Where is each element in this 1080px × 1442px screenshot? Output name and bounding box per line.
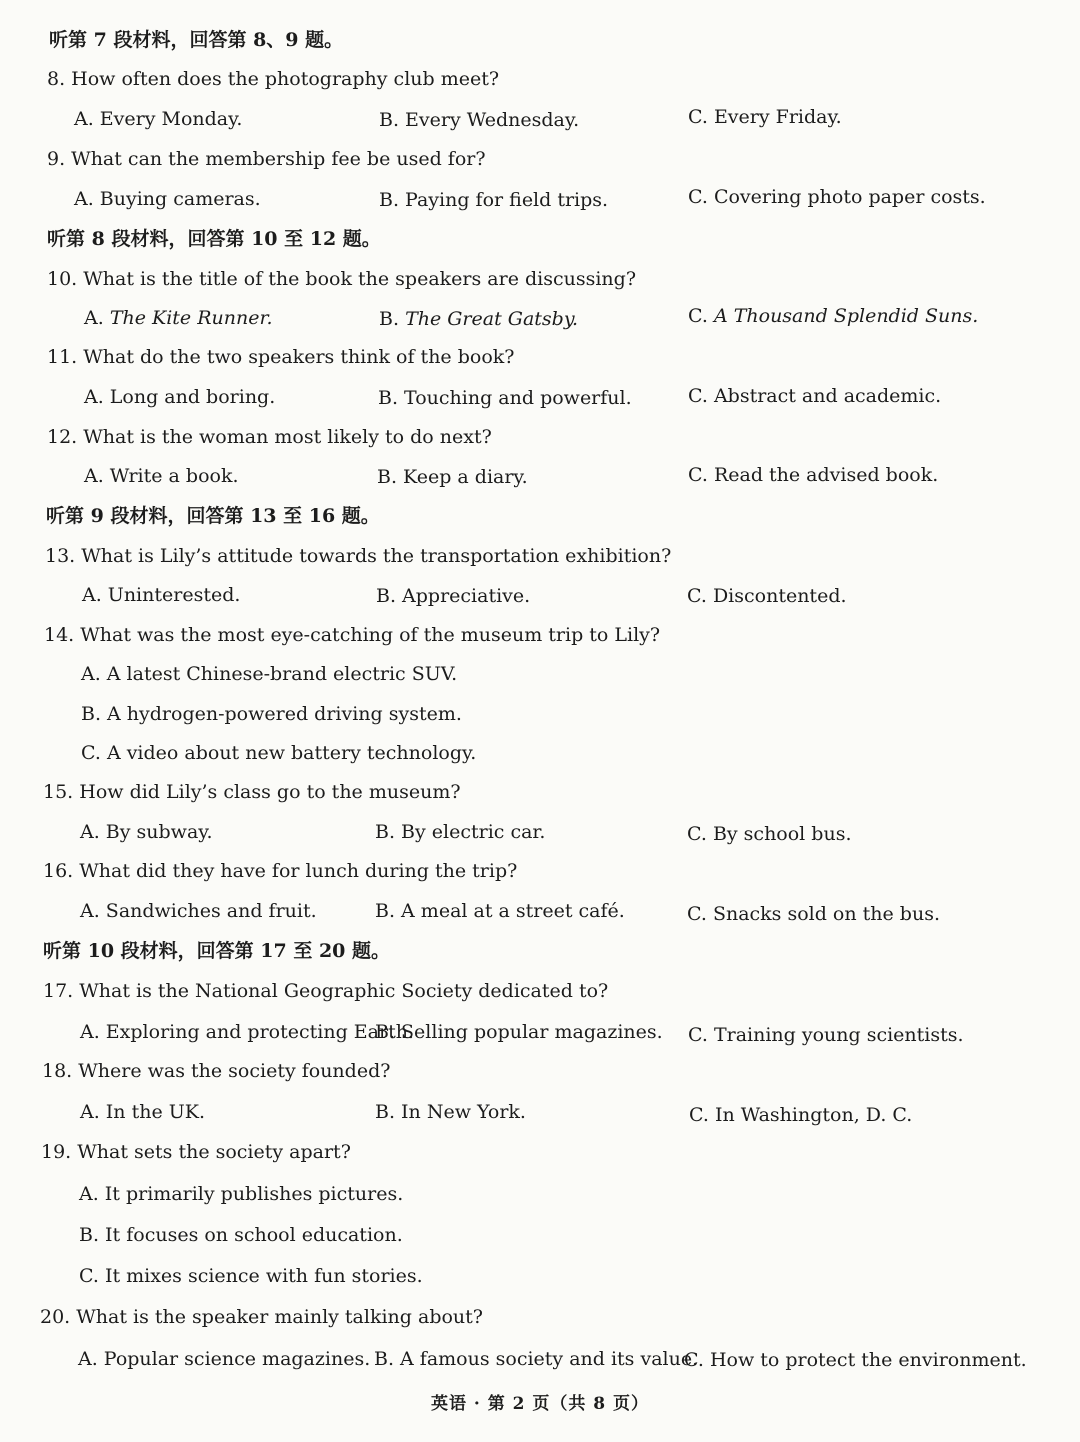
page-footer: 英语 · 第 2 页（共 8 页） [430, 1394, 650, 1414]
question-14-option-c: C. A video about new battery technology. [81, 742, 477, 764]
question-17-option-c: C. Training young scientists. [688, 1024, 964, 1046]
question-18-stem: 18. Where was the society founded? [42, 1060, 391, 1082]
question-8-option-b: B. Every Wednesday. [379, 109, 580, 131]
question-19-stem: 19. What sets the society apart? [41, 1141, 351, 1163]
question-15-stem: 15. How did Lily’s class go to the museum? [43, 781, 461, 803]
question-9-option-c: C. Covering photo paper costs. [688, 186, 986, 208]
question-12-stem: 12. What is the woman most likely to do next? [47, 426, 492, 448]
question-14-stem: 14. What was the most eye-catching of the museum trip to Lily? [44, 624, 661, 646]
question-16-option-a: A. Sandwiches and fruit. [80, 900, 317, 922]
question-11-option-b: B. Touching and powerful. [378, 387, 632, 409]
question-13-option-b: B. Appreciative. [376, 585, 531, 607]
section-heading-7: 听第 7 段材料，回答第 8、9 题。 [49, 29, 344, 51]
question-17-stem: 17. What is the National Geographic Society dedicated to? [43, 980, 609, 1002]
question-14-option-b: B. A hydrogen-powered driving system. [81, 703, 462, 725]
question-9-stem: 9. What can the membership fee be used for? [47, 148, 486, 170]
question-19-option-b: B. It focuses on school education. [79, 1224, 403, 1246]
question-11-stem: 11. What do the two speakers think of the book? [47, 346, 515, 368]
question-19-option-c: C. It mixes science with fun stories. [79, 1265, 423, 1287]
question-18-option-a: A. In the UK. [80, 1101, 205, 1123]
question-15-option-b: B. By electric car. [375, 821, 546, 843]
question-10-option-c: C. A Thousand Splendid Suns. [688, 305, 979, 327]
question-12-option-a: A. Write a book. [84, 465, 239, 487]
question-20-option-c: C. How to protect the environment. [684, 1349, 1027, 1371]
question-18-option-b: B. In New York. [375, 1101, 526, 1123]
section-heading-10: 听第 10 段材料，回答第 17 至 20 题。 [43, 940, 391, 962]
question-8-option-a: A. Every Monday. [74, 108, 243, 130]
question-10-option-b: B. The Great Gatsby. [379, 308, 579, 330]
question-15-option-a: A. By subway. [80, 821, 213, 843]
question-13-option-a: A. Uninterested. [82, 584, 241, 606]
question-20-option-a: A. Popular science magazines. [78, 1348, 371, 1370]
question-11-option-a: A. Long and boring. [84, 386, 276, 408]
question-16-stem: 16. What did they have for lunch during the trip? [43, 860, 518, 882]
question-15-option-c: C. By school bus. [687, 823, 852, 845]
question-18-option-c: C. In Washington, D. C. [689, 1104, 913, 1126]
question-20-option-b: B. A famous society and its value. [374, 1348, 699, 1370]
question-9-option-b: B. Paying for field trips. [379, 189, 609, 211]
question-14-option-a: A. A latest Chinese-brand electric SUV. [81, 663, 458, 685]
question-17-option-a: A. Exploring and protecting Earth. [80, 1021, 414, 1043]
question-12-option-c: C. Read the advised book. [688, 464, 939, 486]
question-10-option-a: A. The Kite Runner. [84, 307, 273, 329]
section-heading-8: 听第 8 段材料，回答第 10 至 12 题。 [47, 228, 381, 250]
question-19-option-a: A. It primarily publishes pictures. [79, 1183, 404, 1205]
question-16-option-b: B. A meal at a street café. [375, 900, 625, 922]
question-8-option-c: C. Every Friday. [688, 106, 842, 128]
question-11-option-c: C. Abstract and academic. [688, 385, 942, 407]
question-8-stem: 8. How often does the photography club meet? [47, 68, 500, 90]
question-13-stem: 13. What is Lily’s attitude towards the transportation exhibition? [45, 545, 672, 567]
question-17-option-b: B. Selling popular magazines. [375, 1021, 663, 1043]
question-16-option-c: C. Snacks sold on the bus. [687, 903, 940, 925]
question-9-option-a: A. Buying cameras. [74, 188, 261, 210]
question-12-option-b: B. Keep a diary. [377, 466, 528, 488]
question-10-stem: 10. What is the title of the book the speakers are discussing? [47, 268, 637, 290]
section-heading-9: 听第 9 段材料，回答第 13 至 16 题。 [46, 505, 380, 527]
question-13-option-c: C. Discontented. [687, 585, 847, 607]
question-20-stem: 20. What is the speaker mainly talking about? [40, 1306, 483, 1328]
